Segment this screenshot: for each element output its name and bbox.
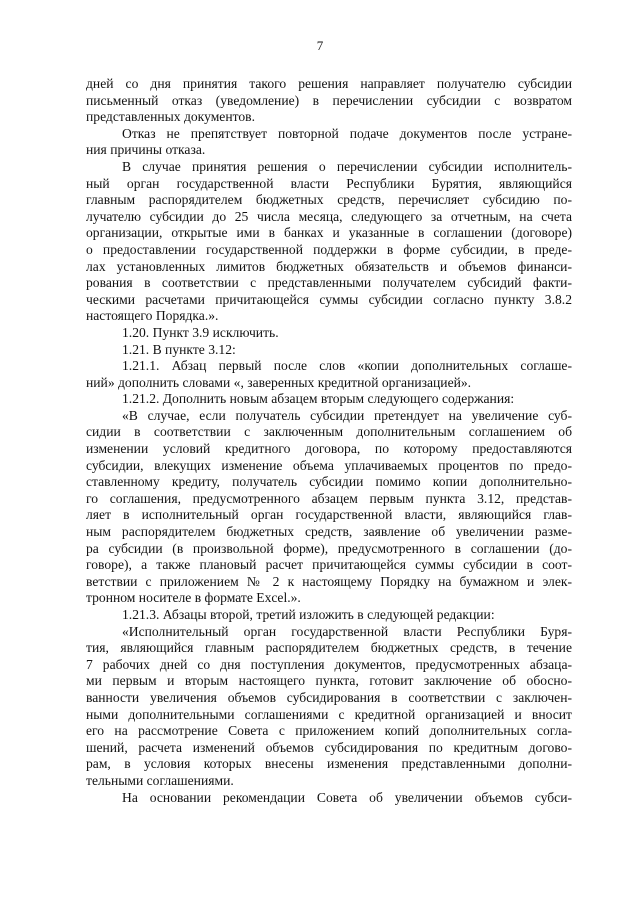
text-line: В случае принятия решения о перечислении субсидии исполнитель- bbox=[122, 158, 572, 174]
text-line: лах установленных лимитов бюджетных обязательств и объемов финанси- bbox=[86, 258, 572, 274]
text-line: субсидии, влекущих изменение объема уплачиваемых процентов по предо- bbox=[86, 457, 572, 473]
text-line: ванности увеличения объемов субсидирования в соответствии с заключен- bbox=[86, 689, 572, 705]
text-line: ными дополнительными соглашениями с кредитной организацией и вносит bbox=[86, 706, 572, 722]
text-line: го соглашения, предусмотренного абзацем первым пункта 3.12, представ- bbox=[86, 490, 572, 506]
text-line: тельными соглашениями. bbox=[86, 772, 234, 788]
text-line: 1.21.1. Абзац первый после слов «копии дополнительных соглаше- bbox=[122, 358, 572, 374]
paragraph bbox=[86, 159, 572, 325]
text-line: ный орган государственной власти Республики Бурятия, являющийся bbox=[86, 175, 572, 191]
document-body bbox=[86, 76, 572, 806]
text-line: тронном носителе в формате Excel.». bbox=[86, 590, 301, 606]
text-line: ляет в исполнительный орган государственной власти, являющийся глав- bbox=[86, 507, 572, 523]
paragraph bbox=[86, 408, 572, 607]
text-line: ным распорядителем бюджетных средств, заявление об увеличении разме- bbox=[86, 524, 572, 540]
paragraph bbox=[86, 76, 572, 126]
paragraph bbox=[86, 624, 572, 790]
paragraph bbox=[86, 607, 572, 624]
page-number: 7 bbox=[316, 38, 324, 53]
text-line: лучателю субсидии до 25 числа месяца, следующего за отчетным, на счета bbox=[86, 208, 572, 224]
text-line: ми первым и вторым настоящего пункта, готовит заключение об обосно- bbox=[86, 673, 572, 689]
text-line: тия, являющийся главным распорядителем бюджетных средств, в течение bbox=[86, 640, 572, 656]
text-line: говоре), а также плановый расчет причитающейся суммы субсидии в соот- bbox=[86, 557, 572, 573]
text-line: письменный отказ (уведомление) в перечислении субсидии с возвратом bbox=[86, 92, 572, 108]
paragraph bbox=[86, 358, 572, 391]
text-line: представленных документов. bbox=[86, 109, 255, 125]
paragraph bbox=[86, 391, 572, 408]
text-line: дней со дня принятия такого решения направляет получателю субсидии bbox=[86, 76, 572, 91]
text-line: ветствии с приложением № 2 к настоящему Порядку на бумажном и элек- bbox=[86, 573, 572, 589]
paragraph bbox=[86, 342, 572, 359]
text-line: его на рассмотрение Совета с приложением копий дополнительных согла- bbox=[86, 723, 572, 739]
text-line: шений, расчета изменений объемов субсидирования по кредитным догово- bbox=[86, 739, 572, 755]
text-line: 7 рабочих дней со дня поступления документов, предусмотренных абзаца- bbox=[86, 656, 572, 672]
text-line: Отказ не препятствует повторной подаче документов после устране- bbox=[122, 125, 572, 141]
text-line: «Исполнительный орган государственной власти Республики Буря- bbox=[122, 623, 572, 639]
text-line: «В случае, если получатель субсидии претендует на увеличение суб- bbox=[122, 407, 572, 423]
text-line: рам, в условия которых внесены изменения представленными дополни- bbox=[86, 756, 572, 772]
text-line: ния причины отказа. bbox=[86, 142, 206, 158]
paragraph bbox=[86, 790, 572, 807]
text-line: главным распорядителем бюджетных средств, перечисляет субсидию по- bbox=[86, 192, 572, 208]
text-line: настоящего Порядка.». bbox=[86, 308, 219, 324]
text-line: ческими расчетами причитающейся суммы субсидии согласно пункту 3.8.2 bbox=[86, 291, 572, 307]
paragraph bbox=[86, 325, 572, 342]
text-line: 1.21.2. Дополнить новым абзацем вторым следующего содержания: bbox=[122, 391, 515, 407]
text-line: ра субсидии (в произвольной форме), предусмотренного в соглашении (до- bbox=[86, 540, 572, 556]
text-line: 1.21.3. Абзацы второй, третий изложить в следующей редакции: bbox=[122, 607, 495, 622]
paragraph bbox=[86, 126, 572, 159]
text-line: изменении условий кредитного договора, по которому предоставляются bbox=[86, 441, 572, 457]
text-line: сидии в соответствии с заключенным дополнительным соглашением об bbox=[86, 424, 572, 440]
text-line: 1.20. Пункт 3.9 исключить. bbox=[122, 324, 279, 340]
text-line: 1.21. В пункте 3.12: bbox=[122, 341, 236, 357]
text-line: о предоставлении государственной поддержки в форме субсидии, в преде- bbox=[86, 241, 572, 257]
text-line: ставленному кредиту, получатель субсидии помимо копии дополнительно- bbox=[86, 474, 572, 490]
text-line: На основании рекомендации Совета об увеличении объемов субси- bbox=[122, 789, 572, 805]
text-line: рования в соответствии с представленными получателем субсидий факти- bbox=[86, 275, 572, 291]
text-line: ний» дополнить словами «, заверенных кредитной организацией». bbox=[86, 374, 472, 390]
text-line: организации, открытые ими в банках и указанные в соглашении (договоре) bbox=[86, 225, 572, 241]
